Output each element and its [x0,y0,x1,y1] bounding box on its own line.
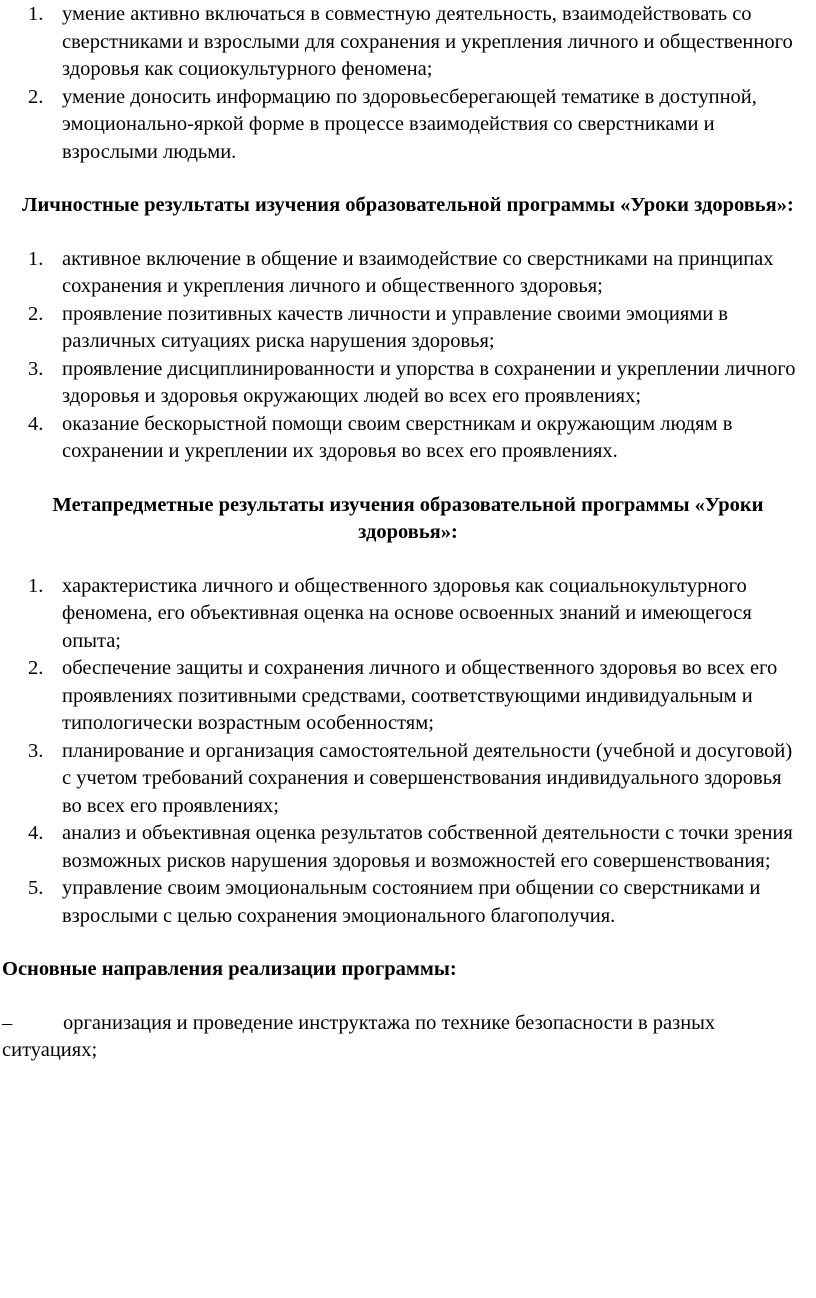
list-item [28,655,802,738]
list-top [0,1,802,166]
list-item-number: 2. [28,302,44,325]
dash-marker: – [2,1011,13,1034]
directions-item [0,1010,814,1065]
heading-program-directions: Основные направления реализации программы: [2,958,457,980]
list-item-number: 4. [28,822,44,844]
list-item-number: 1. [28,3,44,25]
list-item [28,411,802,466]
list-item [28,738,802,821]
list-item [28,301,802,356]
list-personal-results [0,246,802,466]
list-item [28,820,802,875]
list-item-text: умение активно включаться в совместную деятельность, взаимодействовать со сверстниками и взрослыми для сохранения и укрепления личного и общественного здоровья как социокультурного феномена; [62,3,793,80]
list-item [28,246,802,301]
list-item-text: анализ и объективная оценка результатов собственной деятельности с точки зрения возможных рисков нарушения здоровья и возможностей его совершенствования; [62,822,793,872]
heading-personal-results: Личностные результаты изучения образовательной программы «Уроки здоровья»: [22,194,794,216]
list-item-text: проявление позитивных качеств личности и управление своими эмоциями в различных ситуациях риска нарушения здоровья; [62,302,728,352]
list-item [28,356,802,411]
list-item-number: 2. [28,657,44,679]
list-item-text: оказание бескорыстной помощи своим сверстникам и окружающим людям в сохранении и укреплении их здоровья во всех его проявлениях. [62,412,733,462]
list-item-number: 3. [28,357,44,380]
list-item-text: управление своим эмоциональным состоянием при общении со сверстниками и взрослыми с целью сохранения эмоционального благополучия. [62,877,761,927]
document-page [0,1,816,1298]
list-item-text: активное включение в общение и взаимодействие со сверстниками на принципах сохранения и укрепления личного и общественного здоровья; [62,247,774,297]
list-item-text: планирование и организация самостоятельной деятельности (учебной и досуговой) с учетом требований сохранения и совершенствования индивидуального здоровья во всех его проявлениях; [62,739,793,817]
list-item-number: 1. [28,574,44,597]
list-item [28,573,802,656]
list-item-number: 5. [28,877,44,899]
list-item-number: 2. [28,85,44,108]
list-item [28,84,802,167]
directions-item-text: организация и проведение инструктажа по технике безопасности в разных ситуациях; [2,1011,716,1061]
list-item-text: проявление дисциплинированности и упорства в сохранении и укреплении личного здоровья и здоровья окружающих людей во всех его проявлениях; [62,357,796,407]
list-item-text: обеспечение защиты и сохранения личного и общественного здоровья во всех его проявлениях позитивными средствами, соответствующими индивидуальным и типологически возрастным особенностям; [62,657,778,734]
heading-meta-results: Метапредметные результаты изучения образовательной программы «Уроки здоровья»: [52,493,764,543]
list-item [28,875,802,930]
list-item-text: умение доносить информацию по здоровьесберегающей тематике в доступной, эмоционально-яркой форме в процессе взаимодействия со сверстниками и взрослыми людьми. [62,85,757,163]
list-item [28,1,802,84]
list-item-number: 3. [28,739,44,762]
list-item-number: 1. [28,247,44,270]
list-item-number: 4. [28,412,44,435]
list-meta-results [0,573,802,931]
list-item-text: характеристика личного и общественного здоровья как социальнокультурного феномена, его объективная оценка на основе освоенных знаний и имеющегося опыта; [62,574,752,652]
